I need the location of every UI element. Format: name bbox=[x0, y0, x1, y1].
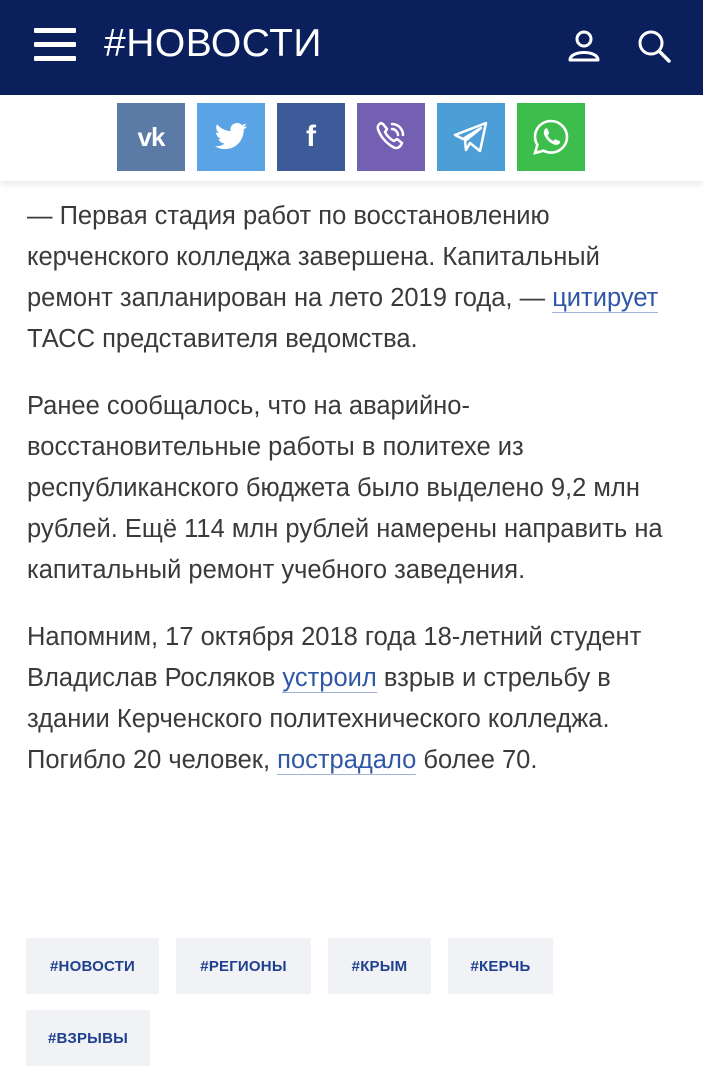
share-facebook-button[interactable] bbox=[277, 103, 345, 171]
tag-novosti[interactable]: #НОВОСТИ bbox=[26, 938, 159, 994]
search-icon[interactable] bbox=[632, 24, 676, 68]
share-vk-button[interactable] bbox=[117, 103, 185, 171]
share-viber-button[interactable] bbox=[357, 103, 425, 171]
share-bar bbox=[0, 95, 703, 181]
top-navigation-bar bbox=[0, 0, 703, 95]
tag-krym[interactable]: #КРЫМ bbox=[328, 938, 431, 994]
tag-regiony[interactable]: #РЕГИОНЫ bbox=[176, 938, 311, 994]
whatsapp-icon bbox=[531, 117, 571, 157]
hamburger-menu-icon[interactable] bbox=[34, 28, 76, 62]
injured-link[interactable]: пострадало bbox=[277, 746, 417, 774]
share-whatsapp-button[interactable] bbox=[517, 103, 585, 171]
article-body bbox=[27, 196, 687, 807]
share-telegram-button[interactable] bbox=[437, 103, 505, 171]
article-paragraph: Напомним, 17 октября 2018 года 18-летний студент Владислав Росляков устроил взрыв и стрельбу в здании Керченского политехнического колледжа. Погибло 20 человек, пострадало более 70. bbox=[27, 623, 642, 774]
article-paragraph: Ранее сообщалось, что на аварийно-восстановительные работы в политехе из республиканского бюджета было выделено 9,2 млн рублей. Ещё 114 млн рублей намерены направить на капитальный ремонт учебного заведения. bbox=[27, 392, 663, 584]
article-paragraph: — Первая стадия работ по восстановлению керченского колледжа завершена. Капитальный ремонт запланирован на лето 2019 года, — цитирует ТАСС представителя ведомства. bbox=[27, 202, 659, 353]
viber-icon bbox=[371, 117, 411, 157]
twitter-icon bbox=[214, 122, 248, 152]
arranged-link[interactable]: устроил bbox=[282, 664, 377, 692]
telegram-icon bbox=[452, 120, 490, 154]
quote-link[interactable]: цитирует bbox=[552, 284, 659, 312]
vk-icon: vk bbox=[137, 121, 165, 152]
tag-vzryvy[interactable]: #ВЗРЫВЫ bbox=[26, 1010, 150, 1066]
share-twitter-button[interactable] bbox=[197, 103, 265, 171]
site-logo[interactable]: #НОВОСТИ bbox=[104, 22, 322, 65]
tag-kerch[interactable]: #КЕРЧЬ bbox=[448, 938, 553, 994]
user-icon[interactable] bbox=[562, 24, 606, 68]
facebook-icon: f bbox=[306, 120, 316, 153]
